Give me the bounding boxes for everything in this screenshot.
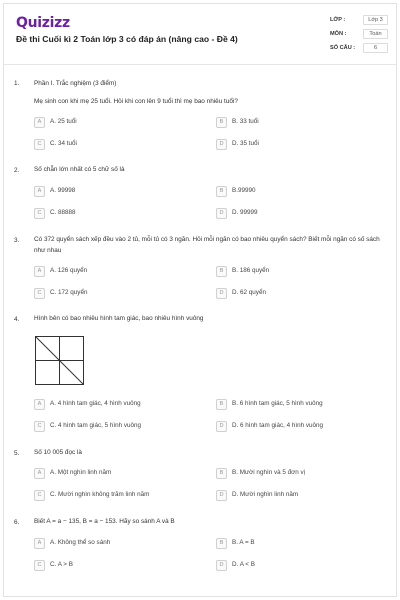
question-3-number: 3.: [14, 237, 20, 244]
option-letter: B: [216, 399, 227, 410]
option-letter: C: [34, 288, 45, 299]
option-letter: A: [34, 186, 45, 197]
option-text: C. 172 quyển: [50, 289, 88, 296]
option-text: C. Mười nghìn không trăm linh năm: [50, 491, 150, 498]
question-6-number: 6.: [14, 519, 20, 526]
question-2-number: 2.: [14, 167, 20, 174]
option-text: D. A < B: [232, 561, 255, 568]
question-5-number: 5.: [14, 450, 20, 457]
option-text: C. A > B: [50, 561, 73, 568]
option-text: B. 186 quyển: [232, 267, 270, 274]
option-text: A. 4 hình tam giác, 4 hình vuông: [50, 400, 141, 407]
question-3-text: Có 372 quyển sách xếp đều vào 2 tủ, mỗi tủ có 3 ngăn. Hỏi mỗi ngăn có bao nhiêu quyển sách? Biết mỗi ngăn có số sách như nhau: [34, 236, 380, 254]
option-letter: C: [34, 490, 45, 501]
option-text: C. 88888: [50, 209, 76, 216]
meta-question-count-value: 6: [363, 43, 388, 53]
meta-question-count-label: SỐ CÂU :: [330, 45, 356, 51]
page-frame: [3, 3, 397, 597]
option-letter: D: [216, 560, 227, 571]
question-1-text: Mẹ sinh con khi mẹ 25 tuổi. Hỏi khi con lên 9 tuổi thì mẹ bao nhiêu tuổi?: [34, 98, 238, 105]
question-4-number: 4.: [14, 316, 20, 323]
option-text: A. Không thể so sánh: [50, 539, 111, 546]
option-letter: A: [34, 117, 45, 128]
option-letter: A: [34, 266, 45, 277]
option-letter: A: [34, 538, 45, 549]
triangles-squares-figure: [35, 336, 84, 385]
meta-grade: [330, 15, 388, 26]
option-letter: A: [34, 468, 45, 479]
option-text: C. 4 hình tam giác, 5 hình vuông: [50, 422, 142, 429]
meta-grade-value: Lớp 3: [363, 15, 388, 25]
option-text: D. 35 tuổi: [232, 140, 259, 147]
option-text: A. 126 quyển: [50, 267, 88, 274]
option-letter: A: [34, 399, 45, 410]
option-letter: D: [216, 208, 227, 219]
option-letter: D: [216, 490, 227, 501]
option-letter: B: [216, 468, 227, 479]
meta-grade-label: LỚP :: [330, 17, 346, 23]
meta-subject-value: Toán: [363, 29, 388, 39]
option-letter: B: [216, 538, 227, 549]
option-letter: D: [216, 288, 227, 299]
option-text: A. 25 tuổi: [50, 118, 77, 125]
option-text: D. 6 hình tam giác, 4 hình vuông: [232, 422, 324, 429]
option-text: D. 99999: [232, 209, 258, 216]
question-4-text: Hình bên có bao nhiêu hình tam giác, bao nhiêu hình vuông: [34, 315, 204, 322]
option-letter: C: [34, 139, 45, 150]
question-5-text: Số 10 005 đọc là: [34, 449, 82, 456]
option-text: A. Một nghìn linh năm: [50, 469, 112, 476]
option-letter: D: [216, 139, 227, 150]
option-text: D. Mười nghìn linh năm: [232, 491, 299, 498]
option-letter: C: [34, 208, 45, 219]
option-letter: B: [216, 117, 227, 128]
question-1-section: Phần I. Trắc nghiệm (3 điểm): [34, 80, 117, 87]
meta-subject: [330, 29, 388, 40]
option-letter: D: [216, 421, 227, 432]
option-text: B. 33 tuổi: [232, 118, 259, 125]
option-text: B. A = B: [232, 539, 255, 546]
option-text: B.99990: [232, 187, 256, 194]
option-text: C. 34 tuổi: [50, 140, 77, 147]
option-text: B. 6 hình tam giác, 5 hình vuông: [232, 400, 323, 407]
option-letter: B: [216, 186, 227, 197]
question-1-number: 1.: [14, 80, 20, 87]
question-2-text: Số chẵn lớn nhất có 5 chữ số là: [34, 166, 125, 173]
option-letter: B: [216, 266, 227, 277]
quizizz-logo: Quizizz: [16, 15, 70, 31]
meta-subject-label: MÔN :: [330, 31, 347, 37]
option-letter: C: [34, 421, 45, 432]
option-letter: C: [34, 560, 45, 571]
document-title: Đề thi Cuối kì 2 Toán lớp 3 có đáp án (nâng cao - Đề 4): [16, 34, 238, 44]
option-text: B. Mười nghìn và 5 đơn vị: [232, 469, 306, 476]
question-6-text: Biết A = a − 135, B = a − 153. Hãy so sánh A và B: [34, 518, 175, 525]
option-text: D. 62 quyển: [232, 289, 266, 296]
meta-question-count: [330, 43, 388, 54]
option-text: A. 99998: [50, 187, 76, 194]
header-divider: [3, 64, 397, 65]
